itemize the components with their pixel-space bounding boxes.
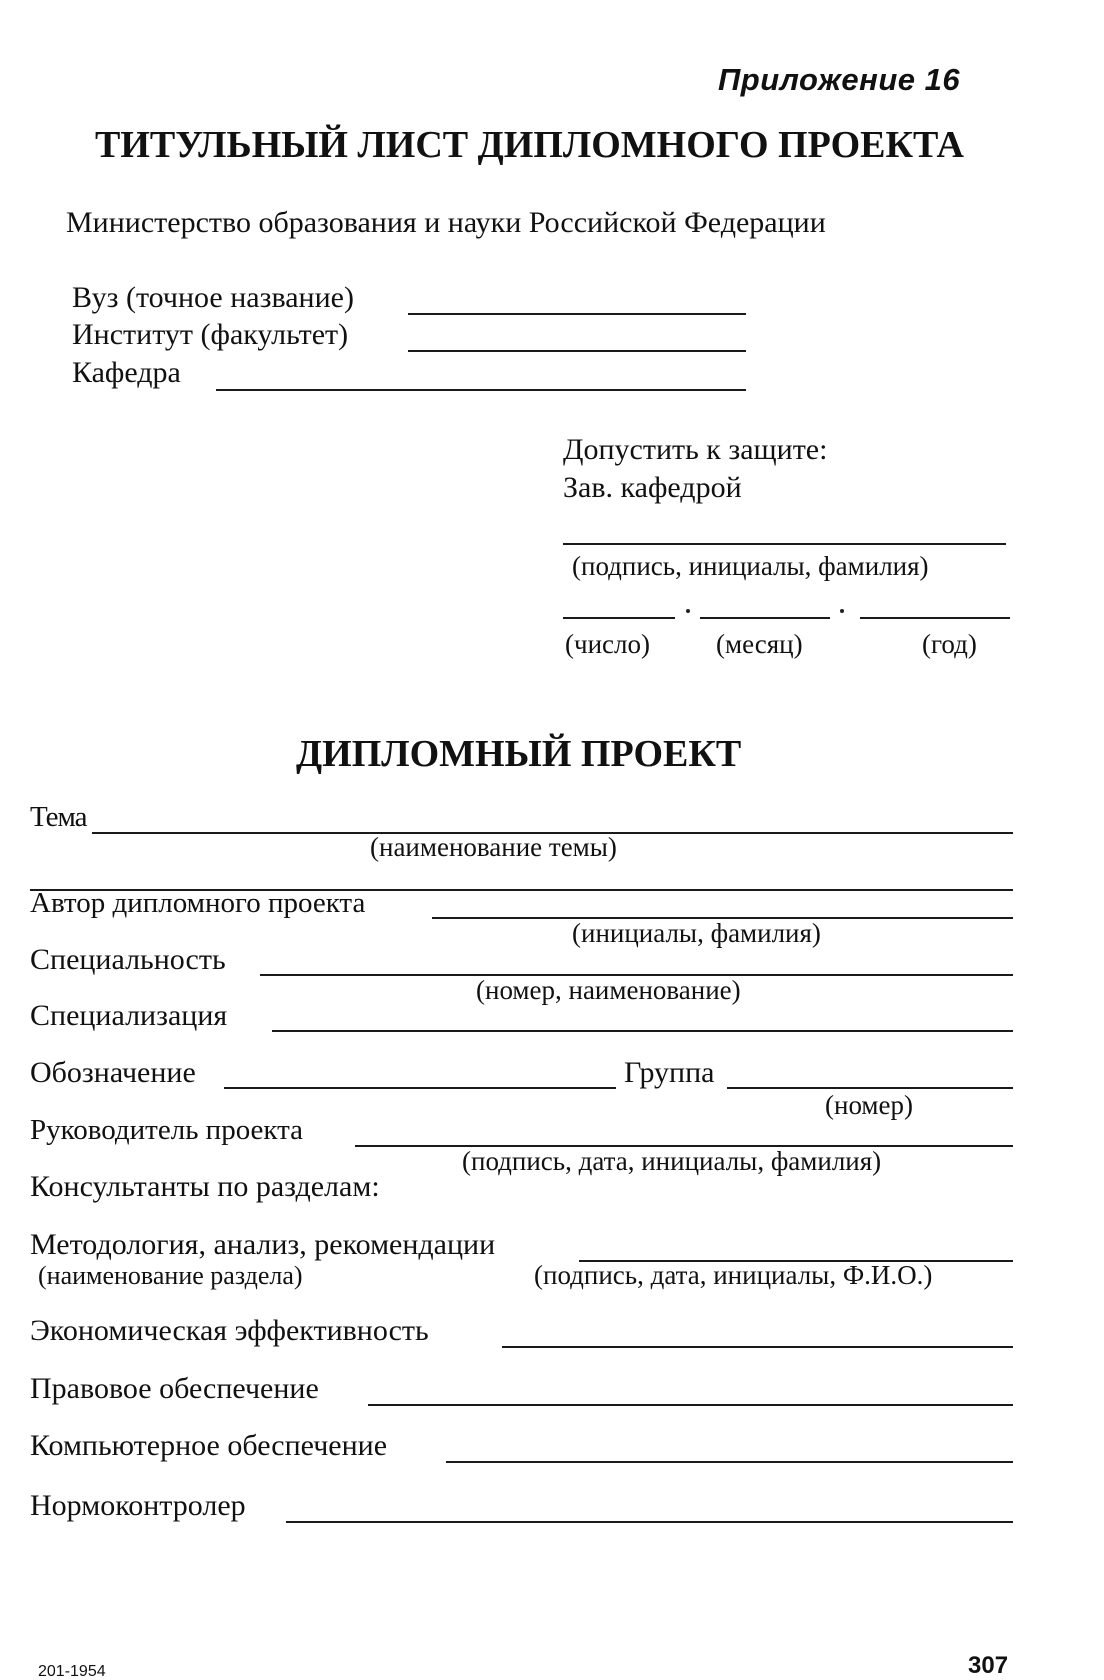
designation-label: Обозначение [30, 1056, 196, 1089]
legal-label: Правовое обеспечение [30, 1372, 319, 1405]
project-title: ДИПЛОМНЫЙ ПРОЕКТ [296, 733, 742, 775]
page-title: ТИТУЛЬНЫЙ ЛИСТ ДИПЛОМНОГО ПРОЕКТА [95, 124, 964, 166]
computer-line [446, 1461, 1013, 1463]
institute-label: Институт (факультет) [72, 318, 349, 351]
institute-line [408, 350, 746, 352]
topic-label: Тема [30, 801, 87, 833]
date-year-line [860, 617, 1010, 619]
signature-caption: (подпись, инициалы, фамилия) [572, 551, 929, 581]
department-label: Кафедра [72, 356, 181, 389]
group-caption: (номер) [825, 1090, 913, 1120]
normcontrol-label: Нормоконтролер [30, 1489, 246, 1522]
supervisor-caption: (подпись, дата, инициалы, фамилия) [462, 1146, 882, 1176]
page-number: 307 [968, 1652, 1009, 1679]
topic-caption: (наименование темы) [370, 832, 617, 862]
date-day-line [563, 617, 675, 619]
consultants-label: Консультанты по разделам: [30, 1170, 380, 1203]
legal-line [368, 1404, 1013, 1406]
university-line [408, 313, 746, 315]
group-line [727, 1087, 1013, 1089]
section-caption: (наименование раздела) [38, 1261, 303, 1290]
economic-label: Экономическая эффективность [30, 1314, 429, 1347]
normcontrol-line [286, 1521, 1013, 1523]
author-caption: (инициалы, фамилия) [572, 918, 821, 948]
date-month-caption: (месяц) [716, 629, 803, 659]
department-line [216, 389, 746, 391]
consultant-caption: (подпись, дата, инициалы, Ф.И.О.) [534, 1260, 933, 1290]
head-signature-line [563, 543, 1006, 545]
footer-code: 201-1954 [38, 1663, 106, 1680]
university-label: Вуз (точное название) [72, 281, 354, 314]
head-label: Зав. кафедрой [563, 471, 742, 504]
ministry-line: Министерство образования и науки Российской Федерации [66, 206, 826, 239]
methodology-label: Методология, анализ, рекомендации [30, 1228, 496, 1261]
author-label: Автор дипломного проекта [30, 887, 366, 919]
specialization-line [272, 1030, 1013, 1032]
supervisor-label: Руководитель проекта [30, 1114, 304, 1146]
economic-line [502, 1346, 1013, 1348]
group-label: Группа [624, 1056, 715, 1089]
computer-label: Компьютерное обеспечение [30, 1429, 388, 1462]
date-month-line [700, 617, 830, 619]
date-separator [686, 609, 690, 613]
appendix-label: Приложение 16 [718, 62, 961, 97]
specialization-label: Специализация [30, 999, 228, 1032]
specialty-caption: (номер, наименование) [476, 975, 741, 1005]
admit-label: Допустить к защите: [563, 433, 828, 466]
date-year-caption: (год) [922, 629, 977, 659]
date-separator [840, 609, 844, 613]
designation-line [224, 1087, 616, 1089]
specialty-label: Специальность [30, 943, 226, 976]
date-day-caption: (число) [565, 629, 650, 659]
